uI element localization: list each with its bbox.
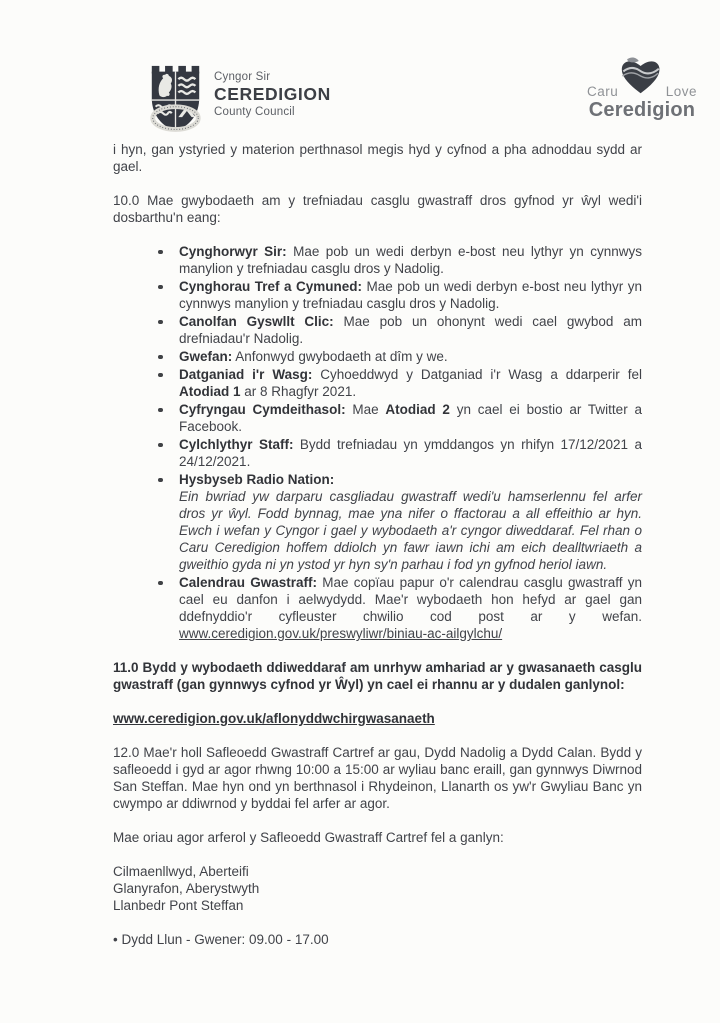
list-item-hysbyseb-radio-nation bbox=[179, 471, 642, 573]
list-item-cynghorwyr-sir bbox=[179, 243, 642, 277]
paragraph-section-11: 11.0 Bydd y wybodaeth ddiweddaraf am unrhyw amhariad ar y gwasanaeth casglu gwastraff (gan gynnwys cyfnod yr Ŵyl) yn cael ei rhannu ar y dudalen ganlynol: bbox=[113, 660, 642, 692]
list-item-datganiad-ir-wasg bbox=[179, 366, 642, 400]
bullet-label: Cynghorwyr Sir: bbox=[179, 244, 287, 259]
waste-calendar-url[interactable]: www.ceredigion.gov.uk/preswyliwr/biniau-ac-ailgylchu/ bbox=[179, 626, 503, 641]
council-logo-welsh-line: Cyngor Sir bbox=[214, 71, 271, 83]
list-item-cyfryngau-cymdeithasol bbox=[179, 401, 642, 435]
list-item-cynghorau-tref bbox=[179, 278, 642, 312]
list-item-canolfan-gyswllt-clic bbox=[179, 313, 642, 347]
bullet-text: Mae pob un ohonynt wedi cael gwybod am drefniadau'r Nadolig. bbox=[179, 314, 642, 346]
ceredigion-county-council-logo bbox=[148, 62, 331, 140]
bullet-text: Bydd trefniadau yn ymddangos yn rhifyn 17/12/2021 a 24/12/2021. bbox=[179, 437, 642, 469]
caru-logo-words bbox=[582, 84, 702, 99]
bullet-label: Gwefan: bbox=[179, 349, 233, 364]
bullet-italic-text: Ein bwriad yw darparu casgliadau gwastraff wedi'u hamserlennu fel arfer dros yr ŵyl. Fodd bynnag, mae yna nifer o ffactorau a all effeithio ar hyn. Ewch i wefan y Cyngor i gael y wybodaeth a'r cyngor diweddaraf. Fel rhan o Caru Ceredigion hoffem ddiolch yn fawr iawn ichi am eich dealltwriaeth a gweithio gyda ni yn ystod yr hyn sy'n parhau i fod yn gyfnod heriol iawn. bbox=[179, 489, 642, 572]
bullet-label: Cyfryngau Cymdeithasol: bbox=[179, 402, 346, 417]
bullet-text: yn cael ei bostio ar Twitter a Facebook. bbox=[179, 402, 642, 434]
caru-love-ceredigion-logo bbox=[582, 56, 702, 130]
bullet-label: Hysbyseb Radio Nation: bbox=[179, 472, 335, 487]
bullet-text: Anfonwyd gwybodaeth at dîm y we. bbox=[235, 349, 448, 364]
letter-body bbox=[113, 141, 642, 965]
bullet-text: Mae pob un wedi derbyn e-bost neu lythyr yn cynnwys manylion y trefniadau casglu dros y Nadolig. bbox=[179, 244, 642, 276]
distribution-channels-list bbox=[113, 243, 642, 642]
bullet-label: Calendrau Gwastraff: bbox=[179, 575, 318, 590]
paragraph-intro: i hyn, gan ystyried y materion perthnasol megis hyd y cyfnod a pha adnoddau sydd ar gael. bbox=[113, 142, 642, 174]
bullet-label: Cylchlythyr Staff: bbox=[179, 437, 294, 452]
council-logo-text bbox=[214, 62, 331, 140]
service-disruption-url[interactable]: www.ceredigion.gov.uk/aflonyddwchirgwasanaeth bbox=[113, 711, 435, 726]
caru-word-english: Love bbox=[665, 84, 697, 99]
bullet-text: Cyhoeddwyd y Datganiad i'r Wasg a ddarperir fel bbox=[320, 367, 642, 382]
bullet-bold-ref: Atodiad 2 bbox=[385, 402, 450, 417]
list-item-cylchlythyr-staff bbox=[179, 436, 642, 470]
bullet-text: ar 8 Rhagfyr 2021. bbox=[240, 384, 357, 399]
bullet-text: Mae bbox=[352, 402, 386, 417]
site-name: Glanyrafon, Aberystwyth bbox=[113, 881, 260, 896]
council-logo-name: CEREDIGION bbox=[214, 84, 331, 105]
caru-logo-name: Ceredigion bbox=[588, 99, 696, 121]
paragraph-section-10: 10.0 Mae gwybodaeth am y trefniadau casglu gwastraff dros gyfnod yr ŵyl wedi'i dosbarthu'n eang: bbox=[113, 193, 642, 225]
bullet-text: Mae copïau papur o'r calendrau casglu gwastraff yn cael eu danfon i aelwydydd. Mae'r wybodaeth hon hefyd ar gael gan ddefnyddio'r cyfleuster chwilio cod post ar y wefan. bbox=[179, 575, 642, 624]
waste-sites-list bbox=[113, 863, 642, 914]
council-logo-english-line: County Council bbox=[214, 106, 295, 119]
paragraph-section-12: 12.0 Mae'r holl Safleoedd Gwastraff Cartref ar gau, Dydd Nadolig a Dydd Calan. Bydd y safleoedd i gyd ar agor rhwng 10:00 a 15:00 ar wyliau banc eraill, gan gynnwys Diwrnod San Steffan. Mae hyn ond yn berthnasol i Rhydeinon, Llanarth os yw'r Gwyliau Banc yn cwympo ar ddiwrnod y byddai fel arfer ar agor. bbox=[113, 745, 642, 811]
site-name: Cilmaenllwyd, Aberteifi bbox=[113, 864, 249, 879]
list-item-gwefan bbox=[179, 348, 642, 365]
bullet-bold-ref: Atodiad 1 bbox=[179, 384, 241, 399]
coat-of-arms-icon bbox=[148, 62, 203, 140]
opening-hours-line: • Dydd Llun - Gwener: 09.00 - 17.00 bbox=[113, 932, 329, 947]
caru-word-welsh: Caru bbox=[587, 84, 619, 99]
list-item-calendrau-gwastraff bbox=[179, 574, 642, 642]
paragraph-opening-hours-intro: Mae oriau agor arferol y Safleoedd Gwastraff Cartref fel a ganlyn: bbox=[113, 830, 504, 845]
bullet-label: Cynghorau Tref a Cymuned: bbox=[179, 279, 363, 294]
bullet-label: Canolfan Gyswllt Clic: bbox=[179, 314, 334, 329]
bullet-paragraph bbox=[179, 574, 642, 625]
site-name: Llanbedr Pont Steffan bbox=[113, 898, 244, 913]
bullet-text: Mae pob un wedi derbyn e-bost neu lythyr yn cynnwys manylion y trefniadau casglu dros y Nadolig. bbox=[179, 279, 642, 311]
bullet-label: Datganiad i'r Wasg: bbox=[179, 367, 313, 382]
